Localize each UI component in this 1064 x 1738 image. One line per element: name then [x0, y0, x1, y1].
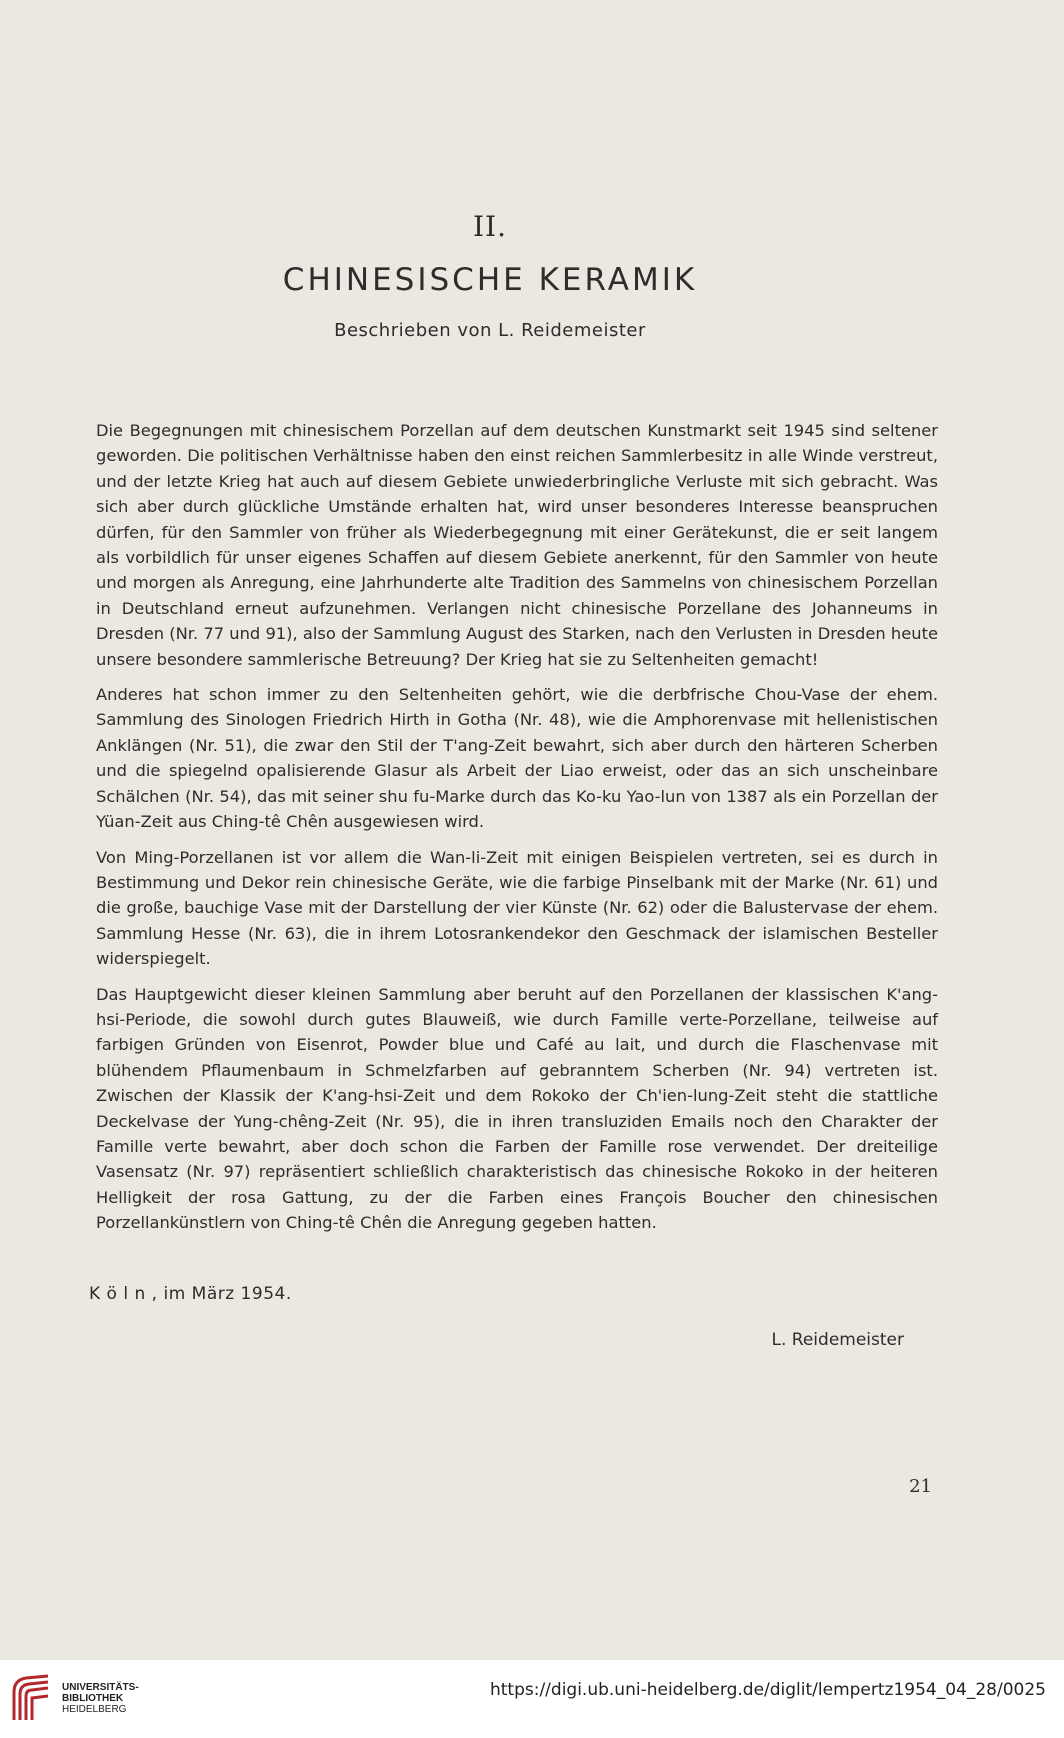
section-number: II. [472, 210, 508, 243]
library-logo-icon [10, 1672, 54, 1724]
chapter-title: CHINESISCHE KERAMIK [282, 262, 698, 298]
library-name-line: BIBLIOTHEK [62, 1693, 124, 1704]
library-name-line: UNIVERSITÄTS- [62, 1682, 139, 1693]
paragraph: Anderes hat schon immer zu den Seltenheiten gehört, wie die derbfrische Chou-Vase der ehem. Sammlung des Sinologen Friedrich Hirth in Gotha (Nr. 48), wie die Amphorenvase mit hellenistischen Anklängen (Nr. 51), die zwar den Stil der T'ang-Zeit bewahrt, sich aber durch den härteren Scherben und die spiegelnd opalisierende Glasur als Arbeit der Liao erweist, oder das an sich unscheinbare Schälchen (Nr. 54), das mit seiner shu fu-Marke durch das Ko-ku Yao-lun von 1387 als ein Porzellan der Yüan-Zeit aus Ching-tê Chên ausgewiesen wird. [96, 685, 938, 832]
paragraph: Die Begegnungen mit chinesischem Porzellan auf dem deutschen Kunstmarkt seit 1945 sind seltener geworden. Die politischen Verhältnisse haben den einst reichen Sammlerbesitz in alle Winde verstreut, und der letzte Krieg hat auch auf diesem Gebiete unwiederbringliche Verluste mit sich gebracht. Was sich aber durch glückliche Umstände erhalten hat, wird unser besonderes Interesse beanspruchen dürfen, für den Sammler von früher als Wiederbegegnung mit einer Gerätekunst, die er seit langem als vorbildlich für unser eigenes Schaffen auf diesem Gebiete anerkennt, für den Sammler von heute und morgen als Anregung, eine Jahrhunderte alte Tradition des Sammelns von chinesischem Porzellan in Deutschland erneut aufzunehmen. Verlangen nicht chinesische Porzellane des Johanneums in Dresden (Nr. 77 und 91), also der Sammlung August des Starken, nach den Verlusten in Dresden heute unsere besondere sammlerische Betreuung? Der Krieg hat sie zu Seltenheiten gemacht! [96, 421, 938, 669]
footer-bar [0, 1660, 1064, 1738]
byline: Beschrieben von L. Reidemeister [334, 320, 646, 341]
signature: L. Reidemeister [771, 1330, 904, 1350]
body-text [96, 418, 938, 1246]
paragraph: Von Ming-Porzellanen ist vor allem die Wan-li-Zeit mit einigen Beispielen vertreten, sei es durch in Bestimmung und Dekor rein chinesische Geräte, wie die farbige Pinselbank mit der Marke (Nr. 61) und die große, bauchige Vase mit der Darstellung der vier Künste (Nr. 62) oder die Balustervase der ehem. Sammlung Hesse (Nr. 63), die in ihrem Lotosrankendekor den Geschmack der islamischen Besteller widerspiegelt. [96, 847, 938, 969]
place-date: K ö l n , im März 1954. [89, 1284, 292, 1304]
library-name-line: HEIDELBERG [62, 1704, 127, 1715]
library-name [62, 1682, 139, 1715]
source-url-link[interactable]: https://digi.ub.uni-heidelberg.de/diglit/lempertz1954_04_28/0025 [489, 1680, 1046, 1700]
page-number: 21 [909, 1476, 932, 1497]
paragraph: Das Hauptgewicht dieser kleinen Sammlung aber beruht auf den Porzellanen der klassischen K'ang-hsi-Periode, die sowohl durch gutes Blauweiß, wie durch Famille verte-Porzellane, teilweise auf farbigen Gründen von Eisenrot, Powder blue und Café au lait, und durch die Flaschenvase mit blühendem Pflaumenbaum in Schmelzfarben auf gebranntem Scherben (Nr. 94) vertreten ist. Zwischen der Klassik der K'ang-hsi-Zeit und dem Rokoko der Ch'ien-lung-Zeit steht die stattliche Deckelvase der Yung-chêng-Zeit (Nr. 95), die in ihren transluziden Emails noch den Charakter der Famille verte bewahrt, aber doch schon die Farben der Famille rose verwendet. Der dreiteilige Vasensatz (Nr. 97) repräsentiert schließlich charakteristisch das chinesische Rokoko in der heiteren Helligkeit der rosa Gattung, zu der die Farben eines François Boucher den chinesischen Porzellankünstlern von Ching-tê Chên die Anregung gegeben hatten. [96, 984, 938, 1233]
